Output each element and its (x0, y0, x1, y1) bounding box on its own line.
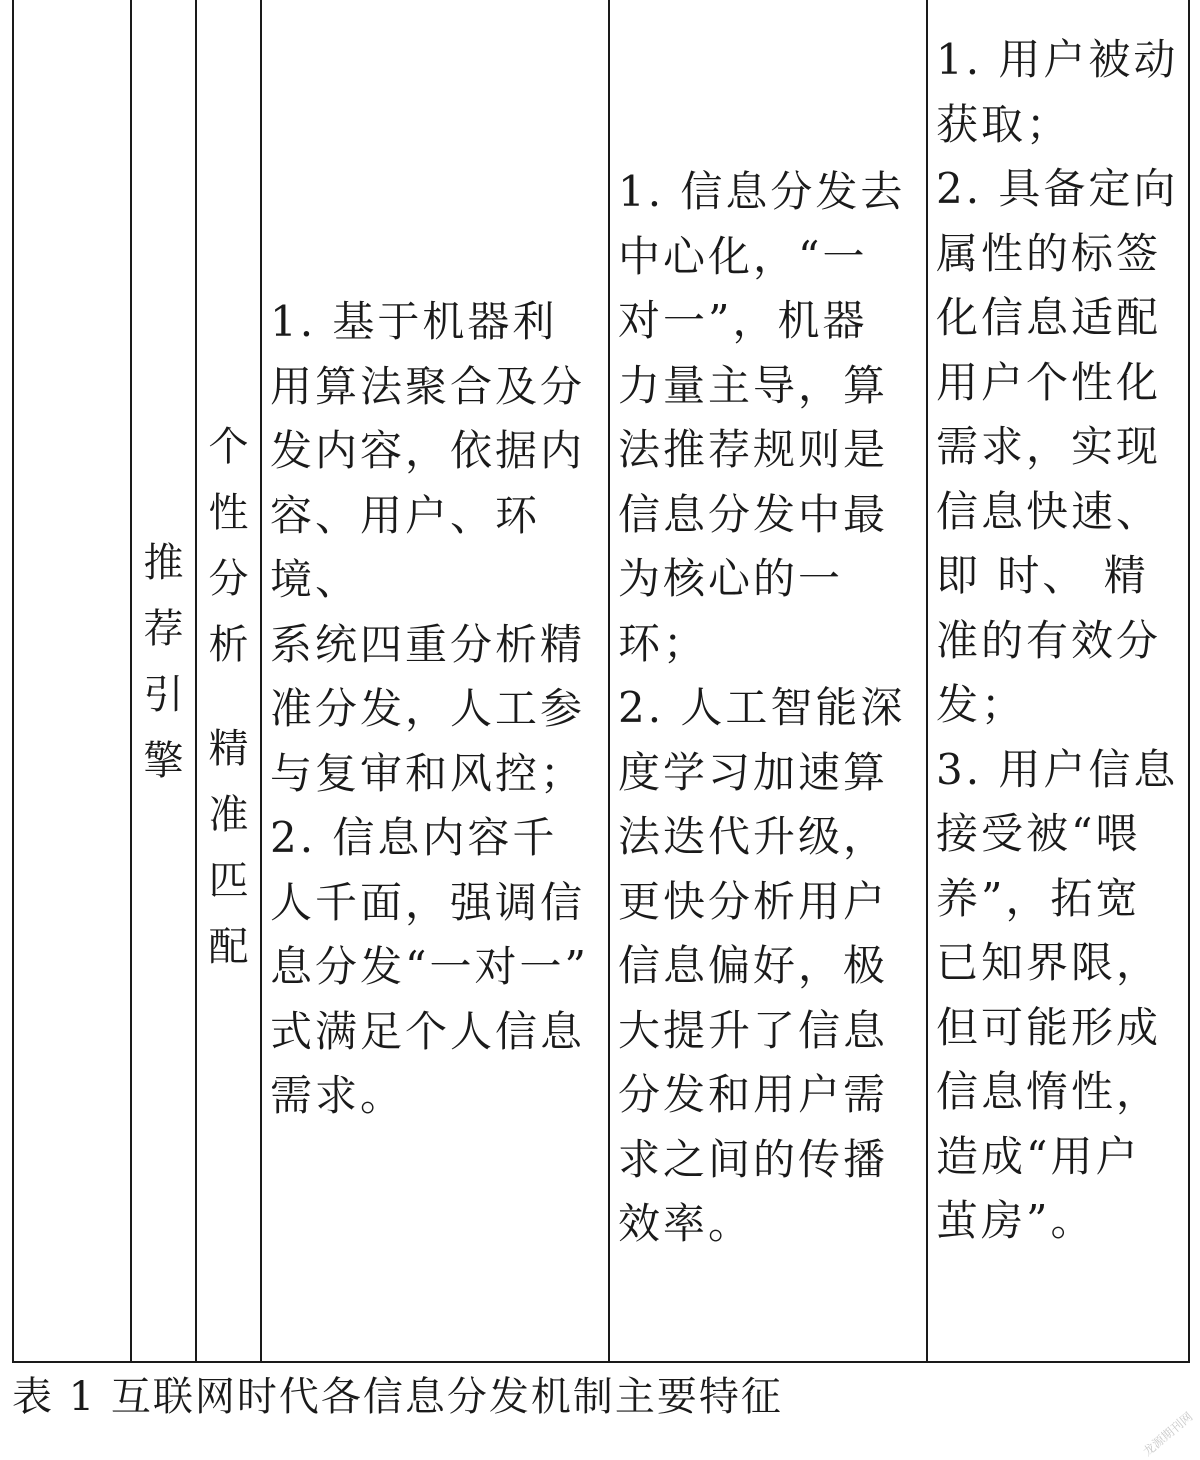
features-text: 1. 信息分发去 中心化，“一 对一”，机器 力量主导，算 法推荐规则是 信息分发中最 为核心的一环； 2. 人工智能深 度学习加速算 法迭代升级， 更快分析用户 信息偏好，极 大提升了信息 分发和用户需 求之间的传播 效率。 (618, 167, 906, 1248)
table-cell-mechanism (197, 0, 260, 1363)
table-cell-category (132, 0, 195, 1363)
mechanism-label-top: 个 性 分 析 (208, 423, 249, 668)
table-cell-effects (928, 0, 1188, 1363)
table-caption: 表 1 互联网时代各信息分发机制主要特征 (12, 1374, 783, 1420)
mechanism-label-bottom: 精 准 匹 配 (208, 725, 249, 970)
table-cell-empty (12, 0, 130, 1363)
methods-text: 1. 基于机器利 用算法聚合及分 发内容，依据内 容、用户、环境、 系统四重分析精 准分发，人工参 与复审和风控； 2. 信息内容千 人千面，强调信 息分发“一对一” 式满足个人信息 需求。 (270, 297, 589, 1120)
table-cell-methods (262, 0, 608, 1363)
effects-text: 1. 用户被动 获取； 2. 具备定向 属性的标签 化信息适配 用户个性化 需求，实现 信息快速、 即 时、 精 准的有效分 发； 3. 用户信息 接受被“喂 养”，拓宽 已知界限， 但可能形成 信息惰性， 造成“用户 茧房”。 (936, 35, 1179, 1245)
table-border-right (1188, 0, 1190, 1363)
watermark-text: 龙源期刊网 (1140, 1409, 1196, 1459)
table-cell-features (610, 0, 926, 1363)
category-label: 推 荐 引 擎 (143, 539, 184, 784)
